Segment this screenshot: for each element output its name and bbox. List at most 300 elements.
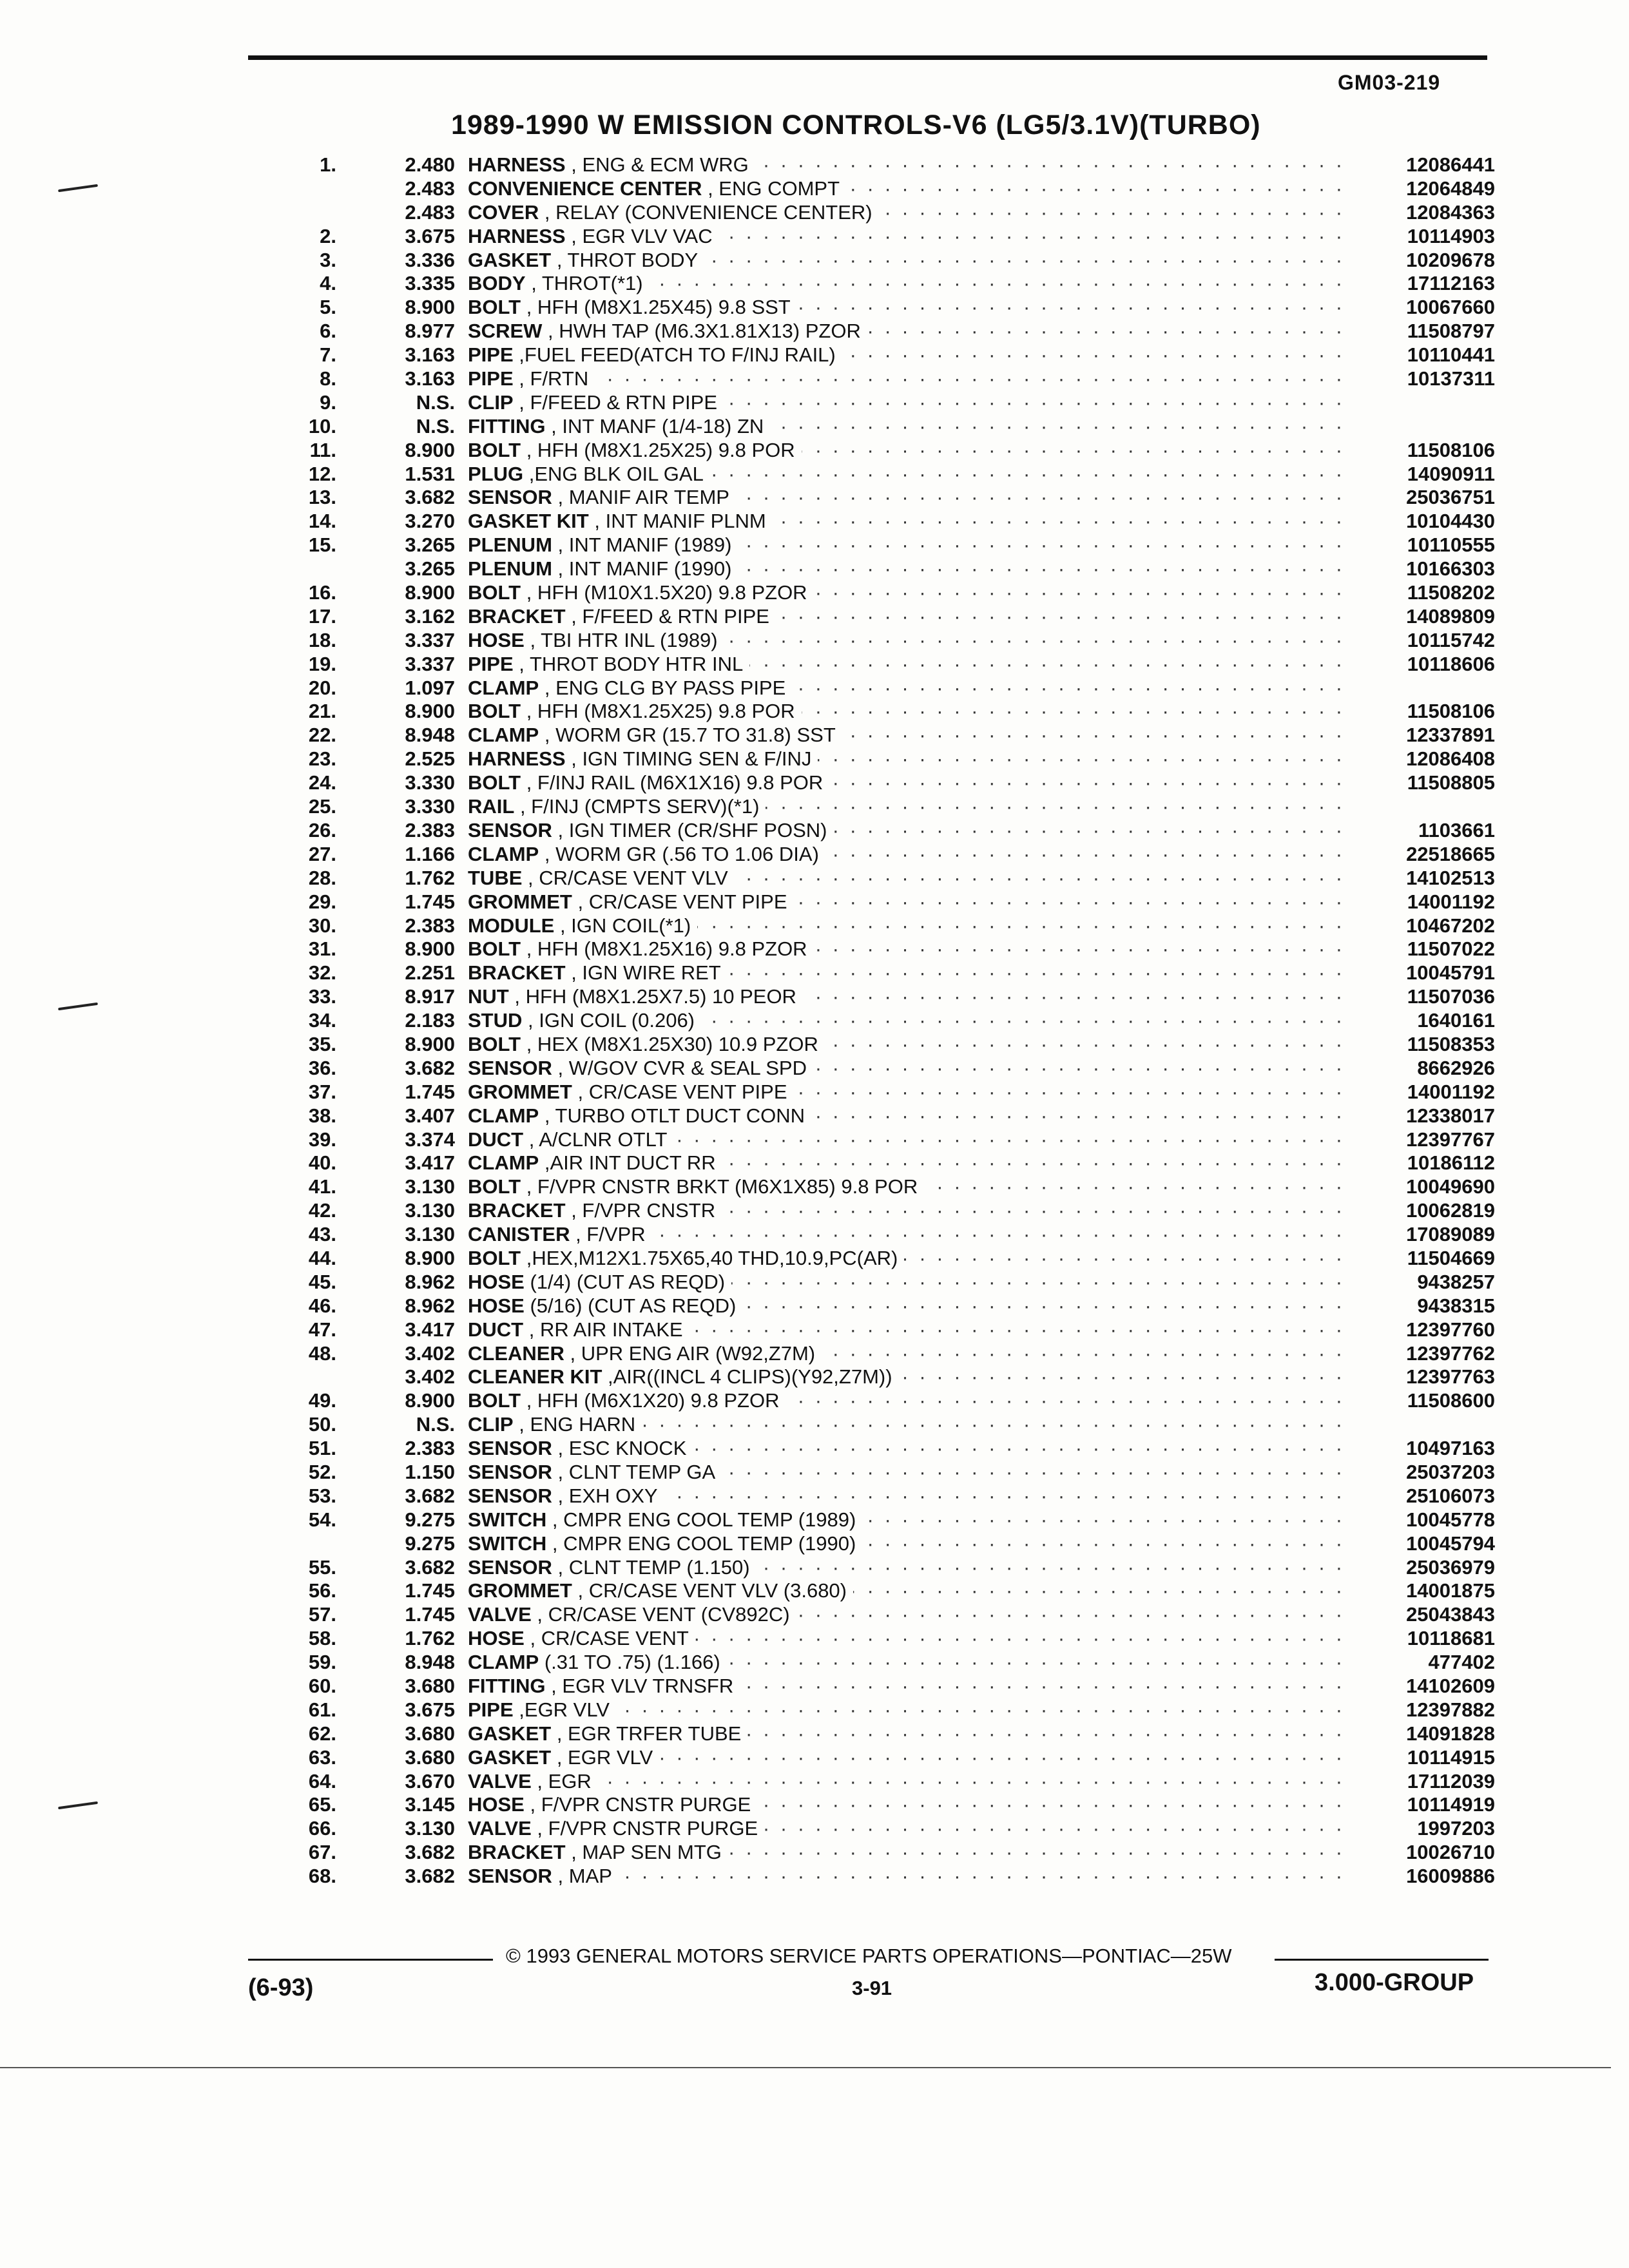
part-name: SENSOR (468, 486, 552, 509)
part-name: SENSOR (468, 818, 552, 841)
part-name: GASKET (468, 1722, 552, 1745)
part-row (0, 1437, 1629, 1461)
part-row (0, 914, 1629, 938)
part-detail: , ENG & ECM WRG (571, 153, 749, 176)
part-name: CLIP (468, 1413, 514, 1436)
part-number: 10049690 (1349, 1175, 1495, 1198)
part-number: 12338017 (1349, 1104, 1495, 1128)
item-number: 12. (308, 462, 336, 485)
part-number: 9438315 (1349, 1294, 1495, 1318)
part-name: FITTING (468, 1675, 546, 1697)
part-name: HARNESS (468, 153, 566, 176)
part-row (0, 1128, 1629, 1152)
part-number: 14001192 (1349, 1081, 1495, 1104)
part-description (468, 486, 736, 509)
section-number: 2.525 (405, 747, 455, 771)
item-number: 34. (308, 1009, 336, 1032)
part-detail: , HWH TAP (M6.3X1.81X13) PZOR (548, 320, 861, 343)
part-name: CLEANER (468, 1341, 564, 1365)
part-description (468, 1342, 822, 1365)
part-detail: , THROT BODY (556, 248, 699, 271)
part-number: 1103661 (1349, 819, 1495, 842)
section-number: 8.948 (405, 1651, 455, 1674)
part-number: 16009886 (1349, 1865, 1495, 1888)
part-name: BOLT (468, 1246, 521, 1269)
item-number: 44. (308, 1246, 336, 1269)
part-detail: , ENG COMPT (708, 177, 840, 200)
part-description (468, 961, 728, 985)
item-number: 60. (308, 1675, 336, 1697)
part-detail: , WORM GR (15.7 TO 31.8) SST (544, 724, 836, 747)
item-number: 62. (308, 1722, 336, 1745)
part-detail: , EXH OXY (557, 1484, 658, 1507)
part-number: 22518665 (1349, 843, 1495, 866)
item-number: 18. (308, 628, 336, 651)
part-detail: , W/GOV CVR & SEAL SPD (557, 1056, 807, 1079)
part-row (0, 1247, 1629, 1271)
section-number: 2.183 (405, 1009, 455, 1032)
item-number: 64. (308, 1769, 336, 1792)
part-number: 11508353 (1349, 1033, 1495, 1056)
part-row (0, 1722, 1629, 1746)
section-number: 9.275 (405, 1532, 455, 1555)
section-number: 3.336 (405, 248, 455, 271)
part-row (0, 320, 1629, 343)
section-number: 3.162 (405, 604, 455, 628)
part-detail: , INT MANIF (1990) (557, 557, 732, 581)
part-name: CLAMP (468, 676, 539, 699)
part-name: CLAMP (468, 842, 539, 865)
part-description (468, 724, 842, 747)
section-number: 1.762 (405, 866, 455, 889)
part-name: BOLT (468, 438, 521, 461)
part-row (0, 961, 1629, 985)
part-name: CLAMP (468, 1104, 539, 1127)
section-number: 8.900 (405, 937, 455, 961)
part-detail: , CLNT TEMP GA (557, 1460, 716, 1483)
part-detail: , F/INJ (CMPTS SERV)(*1) (519, 795, 760, 818)
part-detail: , MAP (557, 1865, 612, 1888)
section-number: 9.275 (405, 1508, 455, 1531)
part-name: BRACKET (468, 1841, 566, 1864)
part-row (0, 1698, 1629, 1722)
part-row (0, 1865, 1629, 1888)
part-number: 14001192 (1349, 890, 1495, 914)
part-detail: , CLNT TEMP (1.150) (557, 1555, 750, 1579)
part-name: CLAMP (468, 1151, 539, 1175)
part-number: 1640161 (1349, 1009, 1495, 1032)
part-name: FITTING (468, 414, 546, 437)
part-description (468, 463, 710, 486)
item-number: 56. (308, 1579, 336, 1602)
item-number: 16. (308, 581, 336, 604)
part-number: 12397763 (1349, 1365, 1495, 1389)
part-number: 10137311 (1349, 367, 1495, 390)
section-number: 3.265 (405, 533, 455, 557)
item-number: 58. (308, 1627, 336, 1650)
section-number: 2.483 (405, 200, 455, 224)
part-description (468, 1485, 664, 1508)
part-description (468, 367, 595, 390)
section-number: 8.900 (405, 1246, 455, 1269)
part-row (0, 1841, 1629, 1865)
part-detail: , MANIF AIR TEMP (557, 486, 729, 509)
part-number: 12397760 (1349, 1318, 1495, 1341)
part-name: DUCT (468, 1128, 524, 1151)
section-number: 1.166 (405, 842, 455, 865)
section-number: 3.682 (405, 1555, 455, 1579)
section-number: 8.900 (405, 700, 455, 723)
item-number: 15. (308, 533, 336, 557)
copyright-notice: © 1993 GENERAL MOTORS SERVICE PARTS OPERATIONS—PONTIAC—25W (506, 1945, 1232, 1967)
part-detail: , F/VPR (575, 1223, 646, 1246)
item-number: 41. (308, 1175, 336, 1198)
item-number: 57. (308, 1603, 336, 1626)
part-name: GASKET (468, 248, 552, 271)
part-number: 10118606 (1349, 653, 1495, 676)
part-detail: , RELAY (CONVENIENCE CENTER) (544, 200, 872, 224)
part-number: 12086408 (1349, 747, 1495, 771)
part-row (0, 1033, 1629, 1057)
part-description (468, 795, 766, 818)
part-detail: (1/4) (CUT AS REQD) (530, 1270, 726, 1293)
item-number: 39. (308, 1128, 336, 1151)
part-row (0, 1294, 1629, 1318)
item-number: 67. (308, 1841, 336, 1864)
part-detail: , EGR TRFER TUBE (556, 1722, 742, 1745)
part-name: CANISTER (468, 1223, 570, 1246)
section-number: 3.330 (405, 795, 455, 818)
item-number: 9. (320, 390, 336, 414)
part-detail: , F/RTN (519, 367, 589, 390)
part-description (468, 1865, 619, 1888)
item-number: 8. (320, 367, 336, 390)
part-row (0, 177, 1629, 201)
item-number: 24. (308, 771, 336, 794)
item-number: 48. (308, 1341, 336, 1365)
part-name: PLENUM (468, 533, 552, 557)
part-name: HOSE (468, 1270, 525, 1293)
part-number: 10045778 (1349, 1508, 1495, 1532)
part-row (0, 296, 1629, 320)
part-number: 10114915 (1349, 1746, 1495, 1769)
item-number: 40. (308, 1151, 336, 1175)
part-number: 12397767 (1349, 1128, 1495, 1151)
part-description (468, 1675, 740, 1698)
part-detail: ,ENG BLK OIL GAL (528, 462, 704, 485)
part-name: CLIP (468, 390, 514, 414)
part-detail: , INT MANIF (1989) (557, 533, 732, 557)
part-number: 10110555 (1349, 533, 1495, 557)
part-description (468, 1698, 616, 1722)
part-detail: , CMPR ENG COOL TEMP (1989) (552, 1508, 856, 1531)
part-name: BOLT (468, 1032, 521, 1055)
part-row (0, 724, 1629, 747)
part-number: 9438257 (1349, 1271, 1495, 1294)
part-row (0, 1342, 1629, 1366)
item-number: 19. (308, 652, 336, 675)
part-number: 10104430 (1349, 510, 1495, 533)
part-name: GROMMET (468, 890, 572, 913)
section-number: 1.097 (405, 676, 455, 699)
part-name: BOLT (468, 1389, 521, 1412)
item-number: 47. (308, 1318, 336, 1341)
item-number: 37. (308, 1080, 336, 1103)
item-number: 49. (308, 1389, 336, 1412)
part-name: TUBE (468, 866, 523, 889)
part-number: 10045794 (1349, 1532, 1495, 1555)
item-number: 23. (308, 747, 336, 771)
part-description (468, 320, 867, 343)
section-number: 3.407 (405, 1104, 455, 1127)
group-number: 3.000-GROUP (1315, 1969, 1474, 1996)
item-number: 32. (308, 961, 336, 985)
part-detail: , IGN WIRE RET (571, 961, 721, 985)
part-detail: , F/VPR CNSTR PURGE (537, 1817, 758, 1840)
section-number: 8.900 (405, 1389, 455, 1412)
part-row (0, 843, 1629, 867)
part-name: PIPE (468, 367, 514, 390)
part-row (0, 747, 1629, 771)
section-number: 8.900 (405, 296, 455, 319)
part-name: RAIL (468, 795, 515, 818)
leader-dots (468, 367, 1344, 390)
part-number: 10062819 (1349, 1199, 1495, 1222)
part-detail: , THROT BODY HTR INL (519, 652, 744, 675)
part-name: PLENUM (468, 557, 552, 581)
part-detail: , HFH (M8X1.25X25) 9.8 POR (526, 700, 795, 723)
part-description (468, 391, 724, 414)
part-name: STUD (468, 1009, 523, 1032)
part-number: 10497163 (1349, 1437, 1495, 1460)
footer-rule-left (248, 1959, 493, 1961)
document-code: GM03-219 (1338, 71, 1441, 94)
part-row (0, 1199, 1629, 1223)
part-detail: ,EGR VLV (519, 1698, 610, 1721)
part-description (468, 843, 825, 866)
part-detail: , HFH (M8X1.25X45) 9.8 SST (526, 296, 791, 319)
part-name: GASKET KIT (468, 510, 589, 533)
part-detail: , F/FEED & RTN PIPE (571, 604, 769, 628)
item-number: 35. (308, 1032, 336, 1055)
item-number: 52. (308, 1460, 336, 1483)
part-row (0, 1627, 1629, 1651)
part-description (468, 1532, 862, 1555)
item-number: 6. (320, 320, 336, 343)
part-name: CLEANER KIT (468, 1365, 602, 1389)
part-description (468, 1508, 862, 1532)
section-number: 8.962 (405, 1270, 455, 1293)
part-row (0, 439, 1629, 463)
part-name: PIPE (468, 652, 514, 675)
item-number: 33. (308, 985, 336, 1008)
footer-rule-right (1275, 1959, 1489, 1961)
part-number: 10114903 (1349, 225, 1495, 248)
section-number: 3.670 (405, 1769, 455, 1792)
item-number: 25. (308, 795, 336, 818)
part-number: 10467202 (1349, 914, 1495, 937)
part-detail: , CR/CASE VENT (CV892C) (537, 1603, 790, 1626)
item-number: 61. (308, 1698, 336, 1721)
part-description (468, 1223, 652, 1246)
part-description (468, 1175, 924, 1198)
part-detail: , F/VPR CNSTR (571, 1199, 716, 1222)
part-row (0, 1485, 1629, 1508)
part-description (468, 1841, 728, 1864)
part-number: 14001875 (1349, 1579, 1495, 1602)
section-number: 2.383 (405, 1437, 455, 1460)
part-description (468, 249, 704, 272)
part-description (468, 1817, 764, 1840)
part-name: CLAMP (468, 724, 539, 747)
part-detail: , CR/CASE VENT PIPE (577, 890, 787, 913)
section-number: 8.900 (405, 1032, 455, 1055)
section-number: 1.150 (405, 1460, 455, 1483)
part-description (468, 1081, 794, 1104)
part-number: 1997203 (1349, 1817, 1495, 1840)
section-number: 2.383 (405, 914, 455, 937)
page-bottom-rule (0, 2067, 1611, 2068)
part-detail: , HFH (M6X1X20) 9.8 PZOR (526, 1389, 780, 1412)
item-number: 17. (308, 604, 336, 628)
part-row (0, 1603, 1629, 1627)
part-row (0, 415, 1629, 439)
item-number: 3. (320, 248, 336, 271)
part-number: 10186112 (1349, 1151, 1495, 1175)
item-number: 54. (308, 1508, 336, 1531)
part-row (0, 1651, 1629, 1675)
section-number: 8.917 (405, 985, 455, 1008)
item-number: 4. (320, 272, 336, 295)
part-name: SWITCH (468, 1508, 547, 1531)
part-row (0, 1508, 1629, 1532)
part-description (468, 1151, 722, 1175)
section-number: 1.745 (405, 1579, 455, 1602)
part-number: 17112039 (1349, 1770, 1495, 1793)
part-detail: , INT MANF (1/4-18) ZN (551, 414, 764, 437)
item-number: 11. (309, 438, 336, 461)
part-row (0, 605, 1629, 629)
part-description (468, 581, 814, 604)
part-name: GROMMET (468, 1080, 572, 1103)
part-description (468, 747, 818, 771)
part-row (0, 1318, 1629, 1342)
part-detail: ,AIR INT DUCT RR (544, 1151, 716, 1175)
item-number: 36. (308, 1056, 336, 1079)
part-name: GROMMET (468, 1579, 572, 1602)
part-name: BOLT (468, 1175, 521, 1198)
part-number: 14091828 (1349, 1722, 1495, 1745)
part-detail: , EGR VLV TRNSFR (551, 1675, 734, 1697)
section-number: 8.900 (405, 581, 455, 604)
part-name: CLAMP (468, 1651, 539, 1674)
part-row (0, 510, 1629, 533)
part-name: BODY (468, 272, 526, 295)
part-description (468, 1033, 825, 1056)
item-number: 29. (308, 890, 336, 913)
section-number: 3.417 (405, 1318, 455, 1341)
part-row (0, 937, 1629, 961)
item-number: 7. (320, 343, 336, 367)
part-description (468, 415, 770, 438)
part-name: BOLT (468, 771, 521, 794)
part-description (468, 533, 738, 557)
revision-date: (6-93) (248, 1974, 314, 2001)
part-detail: , THROT(*1) (531, 272, 643, 295)
part-name: GASKET (468, 1745, 552, 1769)
part-detail: , F/VPR CNSTR BRKT (M6X1X85) 9.8 POR (526, 1175, 918, 1198)
part-detail: , IGN TIMING SEN & F/INJ (571, 747, 812, 771)
part-name: CONVENIENCE CENTER (468, 177, 702, 200)
part-row (0, 1579, 1629, 1603)
part-name: HOSE (468, 1294, 525, 1317)
section-number: N.S. (416, 1413, 455, 1436)
section-number: 1.762 (405, 1627, 455, 1650)
part-description (468, 1579, 853, 1602)
part-description (468, 1722, 747, 1745)
section-number: 3.374 (405, 1128, 455, 1151)
section-number: 3.402 (405, 1341, 455, 1365)
part-name: NUT (468, 985, 509, 1008)
part-detail: , HFH (M8X1.25X16) 9.8 PZOR (526, 937, 807, 961)
part-row (0, 1675, 1629, 1698)
part-row (0, 225, 1629, 249)
part-description (468, 343, 842, 367)
part-number: 8662926 (1349, 1057, 1495, 1080)
part-number: 14102609 (1349, 1675, 1495, 1698)
section-number: 2.383 (405, 818, 455, 841)
part-number: 11508106 (1349, 700, 1495, 723)
part-description (468, 1389, 786, 1412)
item-number: 53. (308, 1484, 336, 1507)
part-number: 10110441 (1349, 343, 1495, 367)
part-number: 12397762 (1349, 1342, 1495, 1365)
part-description (468, 1556, 757, 1579)
part-detail: , EGR VLV (556, 1745, 653, 1769)
part-detail: , ENG CLG BY PASS PIPE (544, 676, 786, 699)
section-number: 3.337 (405, 628, 455, 651)
part-row (0, 1365, 1629, 1389)
part-detail: , WORM GR (.56 TO 1.06 DIA) (544, 842, 819, 865)
section-number: 3.417 (405, 1151, 455, 1175)
part-name: SENSOR (468, 1555, 552, 1579)
part-description (468, 1793, 757, 1816)
part-description (468, 1437, 693, 1460)
part-number: 10209678 (1349, 249, 1495, 272)
part-row (0, 700, 1629, 724)
item-number: 26. (308, 818, 336, 841)
section-number: 8.900 (405, 438, 455, 461)
item-number: 66. (308, 1817, 336, 1840)
part-row (0, 1746, 1629, 1770)
section-number: 8.962 (405, 1294, 455, 1317)
part-detail: , IGN TIMER (CR/SHF POSN) (557, 818, 827, 841)
part-description (468, 201, 879, 224)
part-name: PIPE (468, 1698, 514, 1721)
leader-dots (468, 1770, 1344, 1793)
section-number: 1.531 (405, 462, 455, 485)
part-name: VALVE (468, 1603, 532, 1626)
item-number: 5. (320, 296, 336, 319)
part-detail: ,HEX,M12X1.75X65,40 THD,10.9,PC(AR) (526, 1246, 898, 1269)
part-name: HOSE (468, 1627, 525, 1650)
part-row (0, 1057, 1629, 1081)
part-row (0, 1556, 1629, 1580)
part-description (468, 985, 803, 1008)
part-name: SENSOR (468, 1460, 552, 1483)
part-description (468, 439, 802, 462)
part-row (0, 771, 1629, 795)
